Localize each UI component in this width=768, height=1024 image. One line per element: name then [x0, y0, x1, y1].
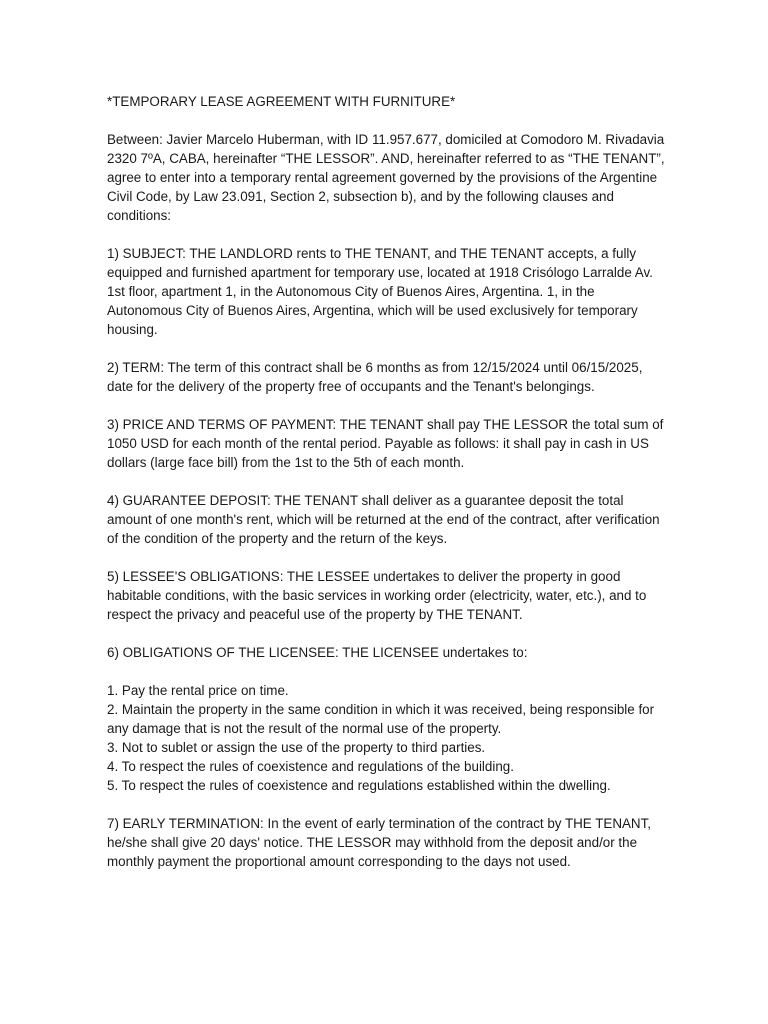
intro-paragraph: Between: Javier Marcelo Huberman, with ID 11.957.677, domiciled at Comodoro M. Rivadavia 2320 7ºA, CABA, hereinafter “THE LESSOR”. AND, hereinafter referred to as “THE TENANT”, agree to enter into a temporary rental agreement governed by the provisions of the Argentine Civil Code, by Law 23.091, Section 2, subsection b), and by the following clauses and conditions: — [107, 132, 665, 223]
document-body — [107, 92, 667, 890]
clause-term: 2) TERM: The term of this contract shall be 6 months as from 12/15/2024 until 06/15/2025, date for the delivery of the property free of occupants and the Tenant's belongings. — [107, 360, 643, 394]
clause-price: 3) PRICE AND TERMS OF PAYMENT: THE TENANT shall pay THE LESSOR the total sum of 1050 USD for each month of the rental period. Payable as follows: it shall pay in cash in US dollars (large face bill) from the 1st to the 5th of each month. — [107, 417, 664, 470]
list-item: 3. Not to sublet or assign the use of the property to third parties. — [107, 740, 486, 755]
clause-early-termination: 7) EARLY TERMINATION: In the event of early termination of the contract by THE TENANT, he/she shall give 20 days' notice. THE LESSOR may withhold from the deposit and/or the monthly payment the proportional amount corresponding to the days not used. — [107, 816, 652, 869]
clause-subject: 1) SUBJECT: THE LANDLORD rents to THE TENANT, and THE TENANT accepts, a fully equipped and furnished apartment for temporary use, located at 1918 Crisólogo Larralde Av. 1st floor, apartment 1, in the Autonomous City of Buenos Aires, Argentina. 1, in the Autonomous City of Buenos Aires, Argentina, which will be used exclusively for temporary housing. — [107, 246, 653, 337]
list-item: 1. Pay the rental price on time. — [107, 683, 289, 698]
document-title: *TEMPORARY LEASE AGREEMENT WITH FURNITURE* — [107, 94, 456, 109]
list-item: 4. To respect the rules of coexistence and regulations of the building. — [107, 759, 514, 774]
list-item: 5. To respect the rules of coexistence and regulations established within the dwelling. — [107, 778, 611, 793]
clause-deposit: 4) GUARANTEE DEPOSIT: THE TENANT shall deliver as a guarantee deposit the total amount of one month's rent, which will be returned at the end of the contract, after verification of the condition of the property and the return of the keys. — [107, 493, 660, 546]
list-item: 2. Maintain the property in the same condition in which it was received, being responsible for any damage that is not the result of the normal use of the property. — [107, 702, 655, 736]
clause-lessee-obligations: 5) LESSEE'S OBLIGATIONS: THE LESSEE undertakes to deliver the property in good habitable conditions, with the basic services in working order (electricity, water, etc.), and to respect the privacy and peaceful use of the property by THE TENANT. — [107, 569, 647, 622]
obligations-list — [107, 681, 667, 795]
clause-licensee-obligations: 6) OBLIGATIONS OF THE LICENSEE: THE LICENSEE undertakes to: — [107, 645, 528, 660]
